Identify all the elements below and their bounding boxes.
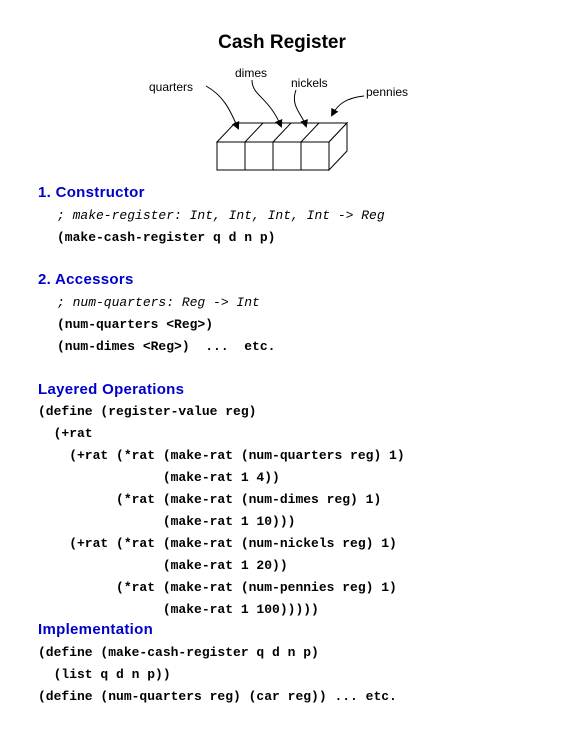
implementation-line: (list q d n p)): [38, 667, 171, 682]
accessor-contract: ; num-quarters: Reg -> Int: [57, 295, 260, 310]
label-quarters: quarters: [149, 80, 194, 94]
register-box: [217, 123, 347, 170]
constructor-call: (make-cash-register q d n p): [57, 230, 276, 245]
quarters-arrow: [206, 86, 238, 128]
implementation-heading: Implementation: [38, 621, 154, 638]
layered-heading: Layered Operations: [38, 381, 185, 398]
accessors-heading: 2. Accessors: [38, 271, 134, 288]
layered-line: (*rat (make-rat (num-dimes reg) 1): [38, 492, 382, 507]
layered-line: (make-rat 1 100))))): [38, 602, 319, 617]
dimes-arrow: [252, 80, 281, 126]
layered-line: (*rat (make-rat (num-pennies reg) 1): [38, 580, 397, 595]
layered-line: (make-rat 1 4)): [38, 470, 280, 485]
constructor-heading: 1. Constructor: [38, 184, 145, 201]
page-title: Cash Register: [218, 32, 346, 53]
layered-line: (make-rat 1 20)): [38, 558, 288, 573]
pennies-arrow: [332, 96, 364, 115]
layered-line: (make-rat 1 10))): [38, 514, 296, 529]
implementation-line: (define (make-cash-register q d n p): [38, 645, 319, 660]
accessor-quarters: (num-quarters <Reg>): [57, 317, 214, 332]
label-nickels: nickels: [291, 76, 328, 90]
layered-line: (+rat (*rat (make-rat (num-nickels reg) 1): [38, 536, 397, 551]
layered-line: (+rat: [38, 426, 93, 441]
accessor-dimes: (num-dimes <Reg>) ... etc.: [57, 339, 276, 354]
implementation-line: (define (num-quarters reg) (car reg)) ... etc.: [38, 689, 397, 704]
layered-line: (define (register-value reg): [38, 404, 257, 419]
label-pennies: pennies: [366, 85, 409, 99]
cash-register-diagram: [140, 60, 420, 175]
constructor-contract: ; make-register: Int, Int, Int, Int -> Reg: [57, 208, 385, 223]
nickels-arrow: [294, 90, 306, 126]
label-dimes: dimes: [235, 66, 268, 80]
layered-line: (+rat (*rat (make-rat (num-quarters reg) 1): [38, 448, 405, 463]
